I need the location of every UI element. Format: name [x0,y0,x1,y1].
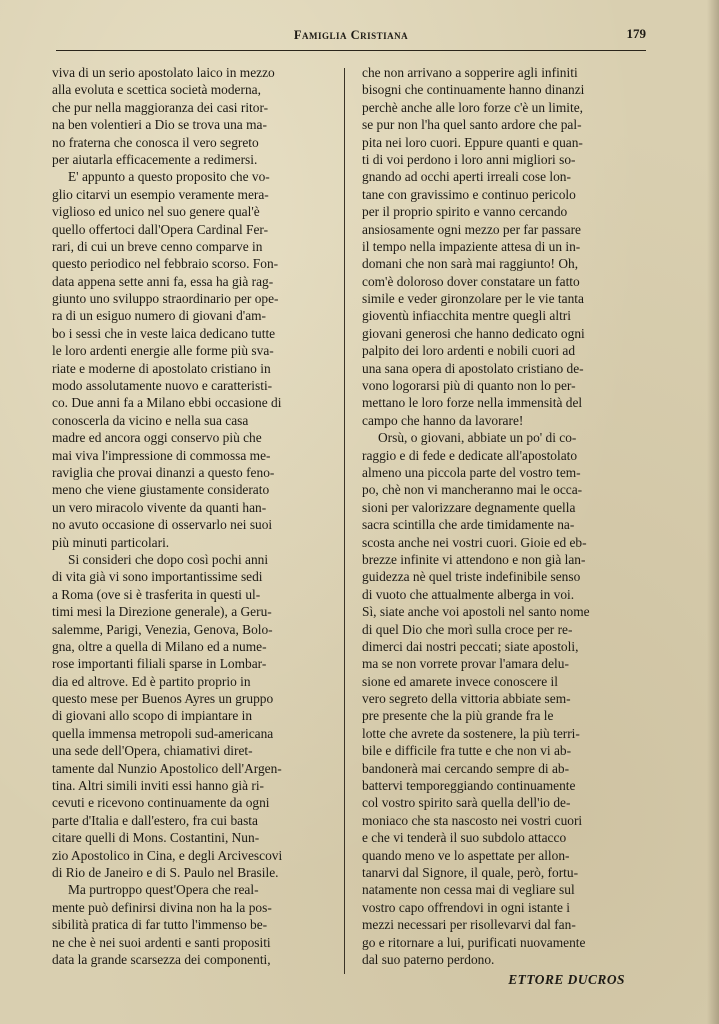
text-line: parte d'Italia e dall'estero, fra cui basta [52,812,258,828]
text-line: domani che non sarà mai raggiunto! Oh, [362,256,579,272]
text-line: un vero miracolo vivente da quanti han- [52,499,267,515]
text-line: rose importanti filiali sparse in Lombar- [52,656,267,672]
text-line: di vita già vi sono importantissime sedi [52,569,263,585]
text-line: po, chè non vi mancheranno mai le occa- [362,482,583,498]
page-number: 179 [626,26,646,41]
text-line: guidezza nè quel triste indefinibile senso [362,569,581,585]
text-line: na ben volentieri a Dio se trova una ma- [52,117,267,133]
text-line: modo assolutamente nuovo e caratteristi- [52,378,273,394]
text-line: Sì, siate anche voi apostoli nel santo nome [362,604,590,620]
text-line: mettano le loro forze nella immensità del [362,395,583,411]
text-line: viglioso ed unico nel suo genere qual'è [52,204,260,220]
text-line: brezze infinite vi attendono e non già lan- [362,551,586,567]
header-rule [56,50,646,51]
text-line: E' appunto a questo proposito che vo- [68,169,270,185]
text-line: il tempo nella impaziente attesa di un in- [362,238,581,254]
column-divider [344,68,345,974]
text-line: mente può definirsi divina non ha la pos- [52,899,272,915]
text-line: alla evoluta e scettica società moderna, [52,82,261,98]
text-line: bo i sessi che in veste laica dedicano tutte [52,325,276,341]
text-line: madre ed ancora oggi conservo più che [52,430,262,446]
text-line: timi mesi la Direzione generale), a Geru- [52,604,272,620]
text-line: glio citarvi un esempio veramente mera- [52,186,269,202]
text-line: battervi temporeggiando continuamente [362,778,576,794]
text-line: com'è doloroso dover constatare un fatto [362,273,580,289]
text-line: che non arrivano a sopperire agli infiniti [362,65,578,80]
text-line: per il proprio spirito e vanno cercando [362,204,568,220]
text-line: tina. Altri simili inviti essi hanno già ri- [52,778,265,794]
text-line: gnando ad occhi aperti irreali cose lon- [362,169,571,185]
text-line: sione ed amarete invece conoscere il [362,673,558,689]
text-line: questo mese per Buenos Ayres un gruppo [52,691,274,707]
text-line: data appena sette anni fa, essa ha già rag- [52,273,274,289]
text-line: sioni per valorizzare degnamente quella [362,499,576,515]
text-line: quando meno ve lo aspettate per allon- [362,847,570,863]
text-line: bile e difficile fra tutte e che non vi ab- [362,743,572,759]
text-line: pita nei loro cuori. Eppure quanti e quan- [362,134,583,150]
text-line: ansiosamente ogni mezzo per far passare [362,221,581,237]
text-line: dimerci dai nostri peccati; siate apostoli, [362,638,579,654]
text-line: citare quelli di Mons. Costantini, Nun- [52,830,260,846]
text-line: vono logorarsi più di quanto non lo per- [362,378,576,394]
text-line: di giovani allo scopo di impiantare in [52,708,253,724]
text-line: di vuoto che attualmente alberga in voi. [362,586,575,602]
text-line: conoscerla da vicino e nella sua casa [52,412,249,428]
text-line: rari, di cui un breve cenno comparve in [52,238,263,254]
text-line: natamente non cessa mai di vegliare sul [362,882,575,898]
text-line: cevuti e ricevono continuamente da ogni [52,795,270,811]
text-line: gna, oltre a quella di Milano ed a nume- [52,638,267,654]
text-line: se pur non l'ha quel santo ardore che pal- [362,117,582,133]
text-line: ra di un esiguo numero di giovani d'am- [52,308,267,324]
text-line: salemme, Parigi, Venezia, Genova, Bolo- [52,621,273,637]
text-line: quella immensa metropoli sud-americana [52,725,274,741]
text-line: meno che viene giustamente considerato [52,482,270,498]
text-line: una sana opera di apostolato cristiano de- [362,360,584,376]
text-line: no avuto occasione di osservarlo nei suoi [52,517,273,533]
text-line: mai viva l'impressione di commossa me- [52,447,271,463]
text-line: ti di voi perdono i loro anni migliori so- [362,151,576,167]
text-line: raggio e di fede e dedicate all'apostolato [362,447,578,463]
text-line: col vostro spirito sarà quella dell'io de- [362,795,571,811]
text-line: tanarvi dal Signore, il quale, però, fortu- [362,864,579,880]
text-line: più minuti particolari. [52,534,170,550]
text-line: tane con gravissimo e continuo pericolo [362,186,576,202]
text-line: pre presente che la più grande fra le [362,708,554,724]
left-column [52,64,328,968]
text-line: bandonerà mai cercando sempre di ab- [362,760,570,776]
text-line: simile e veder gironzolare per le vie tanta [362,291,584,307]
text-line: no fraterna che conosca il vero segreto [52,134,259,150]
running-title: Famiglia Cristiana [293,28,409,42]
text-line: tamente dal Nunzio Apostolico dell'Argen- [52,760,282,776]
text-line: scosta anche nei vostri cuori. Gioie ed eb- [362,534,587,550]
text-line: raviglia che provai dinanzi a questo feno- [52,464,275,480]
text-line: giunto uno sviluppo straordinario per ope- [52,291,279,307]
text-line: Si consideri che dopo così pochi anni [68,551,269,567]
author-signature: ETTORE DUCROS [508,972,625,987]
text-line: co. Due anni fa a Milano ebbi occasione di [52,395,282,411]
text-line: che pur nella maggioranza dei casi ritor- [52,99,269,115]
text-line: di quel Dio che morì sulla croce per re- [362,621,573,637]
text-line: vero segreto della vittoria abbiate sem- [362,691,571,707]
right-column [362,64,644,968]
text-line: di Rio de Janeiro e di S. Paulo nel Brasile. [52,864,279,880]
text-line: gioventù infiacchita mentre quegli altri [362,308,571,324]
text-line: bisogni che continuamente hanno dinanzi [362,82,585,98]
text-line: una sede dell'Opera, chiamativi diret- [52,743,253,759]
text-line: mezzi necessari per risollevarvi dal fan- [362,917,576,933]
text-line: almeno una piccola parte del vostro tem- [362,464,581,480]
text-line: go e ritornare a lui, purificati nuovamente [362,934,586,950]
text-line: e che vi tenderà il suo subdolo attacco [362,830,567,846]
text-line: ne che è nei suoi ardenti e santi propositi [52,934,271,950]
text-line: sibilità pratica di far tutto l'immenso be- [52,917,268,933]
text-line: sacra scintilla che arde timidamente na- [362,517,575,533]
text-line: data la grande scarsezza dei componenti, [52,951,271,967]
text-line: per aiutarla efficacemente a redimersi. [52,151,258,167]
text-line: quello offertoci dall'Opera Cardinal Fer- [52,221,269,237]
text-line: a Roma (ove si è trasferita in questi ul- [52,586,261,602]
text-line: Ma purtroppo quest'Opera che real- [68,882,259,898]
text-line: campo che hanno da lavorare! [362,412,524,428]
text-line: perchè anche alle loro forze c'è un limite, [362,99,584,115]
text-line: palpito dei loro ardenti e nobili cuori ad [362,343,576,359]
text-line: Orsù, o giovani, abbiate un po' di co- [378,430,577,446]
text-line: moniaco che sta nascosto nei vostri cuori [362,812,583,828]
page-edge-shadow [707,0,719,1024]
text-line: giovani generosi che hanno dedicato ogni [362,325,585,341]
text-line: zio Apostolico in Cina, e degli Arcivescovi [52,847,283,863]
page-header [56,26,646,48]
text-line: dal suo paterno perdono. [362,951,495,967]
text-line: questo periodico nel febbraio scorso. Fon- [52,256,279,272]
text-line: le loro ardenti energie alle forme più sva- [52,343,274,359]
text-line: lotte che avrete da sostenere, la più terri- [362,725,580,741]
text-line: vostro capo offrendovi in ogni istante i [362,899,571,915]
text-line: riate e moderne di apostolato cristiano in [52,360,271,376]
text-line: dia ed altrove. Ed è partito proprio in [52,673,251,689]
text-line: viva di un serio apostolato laico in mezzo [52,65,275,80]
text-line: ma se non vorrete provar l'amara delu- [362,656,569,672]
